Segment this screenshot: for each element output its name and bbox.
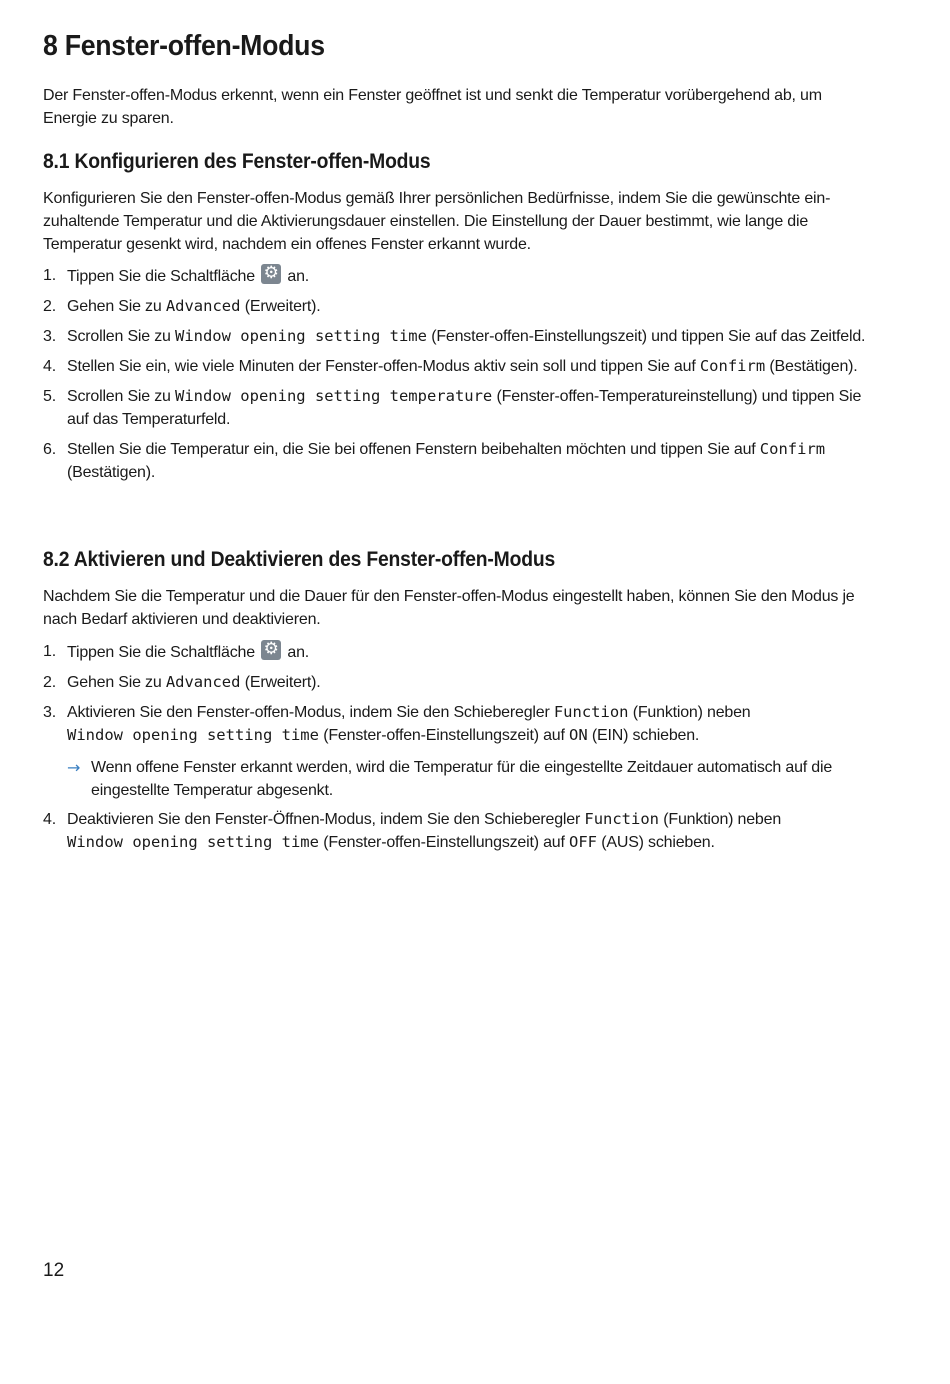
menu-term: Advanced bbox=[165, 297, 241, 315]
menu-term: Function bbox=[584, 810, 660, 828]
menu-term: Window opening setting time bbox=[67, 726, 319, 744]
section-heading-8-1: 8.1 Konfigurieren des Fenster-offen-Modus bbox=[43, 150, 431, 173]
list-item: 1. Tippen Sie die Schaltfläche ⚙ an. bbox=[43, 264, 873, 288]
menu-term: Window opening setting time bbox=[174, 327, 427, 345]
steps-list-8-2 bbox=[43, 640, 873, 751]
menu-term: OFF bbox=[568, 833, 597, 851]
menu-term: Confirm bbox=[699, 357, 766, 375]
section-heading-8-2: 8.2 Aktivieren und Deaktivieren des Fenster-offen-Modus bbox=[43, 548, 556, 571]
section-8-1-paragraph: Konfigurieren Sie den Fenster-offen-Modus gemäß Ihrer persönlichen Bedürfnisse, indem Sie die gewünschte einzuhaltende Temperatur und die Aktivierungsdauer einstellen. Die Einstellung der Dauer bestimmt, wie lange die Temperatur gesenkt wird, nachdem ein offenes Fenster erkannt wurde. bbox=[43, 190, 831, 253]
menu-term: ON bbox=[568, 726, 588, 744]
list-item: 5. Scrollen Sie zu Window opening setting temperature (Fenster-offen-Temperatureinstellung) und tippen Sie auf das Temperaturfeld. bbox=[43, 387, 862, 428]
list-item: 2. Gehen Sie zu Advanced (Erweitert). bbox=[43, 673, 321, 691]
menu-term: Advanced bbox=[165, 673, 241, 691]
menu-term: Window opening setting time bbox=[67, 833, 319, 851]
intro-paragraph: Der Fenster-offen-Modus erkennt, wenn ein Fenster geöffnet ist und senkt die Temperatur vorübergehend ab, um Energie zu sparen. bbox=[43, 87, 822, 127]
list-item: 2. Gehen Sie zu Advanced (Erweitert). bbox=[43, 297, 321, 315]
list-item: 4. Deaktivieren Sie den Fenster-Öffnen-Modus, indem Sie den Schieberegler Function (Funktion) neben Window opening setting time (Fenster-offen-Einstellungszeit) auf OFF (AUS) schieben. bbox=[43, 810, 782, 851]
menu-term: Function bbox=[553, 703, 629, 721]
steps-list-8-1 bbox=[43, 264, 873, 491]
list-item: 1. Tippen Sie die Schaltfläche ⚙ an. bbox=[43, 640, 873, 664]
section-8-2-paragraph: Nachdem Sie die Temperatur und die Dauer für den Fenster-offen-Modus eingestellt haben, können Sie den Modus je nach Bedarf aktivieren und deaktivieren. bbox=[43, 588, 855, 628]
page-number: 12 bbox=[43, 1260, 65, 1281]
list-item: 4. Stellen Sie ein, wie viele Minuten der Fenster-offen-Modus aktiv sein soll und tippen Sie auf Confirm (Bestätigen). bbox=[43, 357, 858, 375]
steps-list-8-2-cont bbox=[43, 808, 873, 861]
list-item: 6. Stellen Sie die Temperatur ein, die Sie bei offenen Fenstern beibehalten möchten und tippen Sie auf Confirm (Bestätigen). bbox=[43, 440, 826, 481]
result-note: → Wenn offene Fenster erkannt werden, wird die Temperatur für die eingestellte Zeitdauer automatisch auf die eingestellte Temperatur abgesenkt. bbox=[67, 758, 833, 799]
page-title: 8 Fenster-offen-Modus bbox=[43, 30, 325, 62]
list-item: 3. Scrollen Sie zu Window opening setting time (Fenster-offen-Einstellungszeit) und tippen Sie auf das Zeitfeld. bbox=[43, 327, 866, 345]
menu-term: Window opening setting temperature bbox=[174, 387, 493, 405]
list-item: 3. Aktivieren Sie den Fenster-offen-Modus, indem Sie den Schieberegler Function (Funktion) neben Window opening setting time (Fenster-offen-Einstellungszeit) auf ON (EIN) schieben. bbox=[43, 703, 751, 744]
gear-icon bbox=[261, 640, 281, 660]
gear-icon bbox=[261, 264, 281, 284]
arrow-right-icon: → bbox=[67, 758, 81, 777]
menu-term: Confirm bbox=[759, 440, 826, 458]
